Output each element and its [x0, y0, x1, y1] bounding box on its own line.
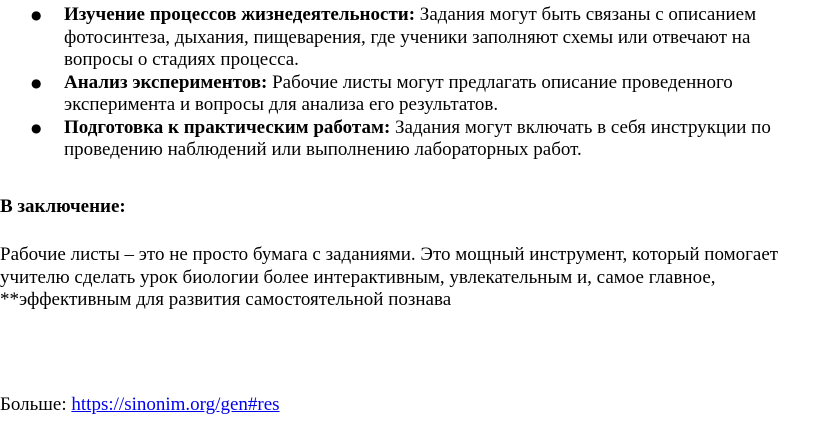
list-item — [0, 117, 816, 162]
bullet-text: Задания могут включать в себя инструкции по проведению наблюдений или выполнению лабораторных работ. — [64, 116, 771, 160]
bullet-list — [0, 4, 816, 162]
list-item — [0, 72, 816, 117]
bullet-title: Изучение процессов жизнедеятельности: — [64, 4, 416, 25]
list-item — [0, 4, 816, 72]
bullet-text: Рабочие листы могут предлагать описание проведенного эксперимента и вопросы для анализа его результатов. — [64, 71, 733, 115]
bullet-title: Подготовка к практическим работам: — [64, 116, 391, 138]
bullet-icon: ● — [31, 120, 42, 135]
more-line — [0, 394, 280, 417]
more-label: Больше: — [0, 394, 72, 415]
conclusion-heading: В заключение: — [0, 196, 126, 217]
bullet-icon: ● — [31, 8, 42, 22]
more-link[interactable]: https://sinonim.org/gen#res — [71, 394, 280, 415]
bullet-icon: ● — [31, 75, 42, 90]
conclusion-paragraph: Рабочие листы – это не просто бумага с заданиями. Это мощный инструмент, который помогает учителю сделать урок биологии более интерактивным, увлекательным и, самое главное, **эффективным для развития самостоятельной познава — [0, 244, 779, 310]
bullet-text: Задания могут быть связаны с описанием фотосинтеза, дыхания, пищеварения, где ученики заполняют схемы или отвечают на вопросы о стадиях процесса. — [64, 4, 757, 70]
bullet-title: Анализ экспериментов: — [64, 71, 268, 93]
